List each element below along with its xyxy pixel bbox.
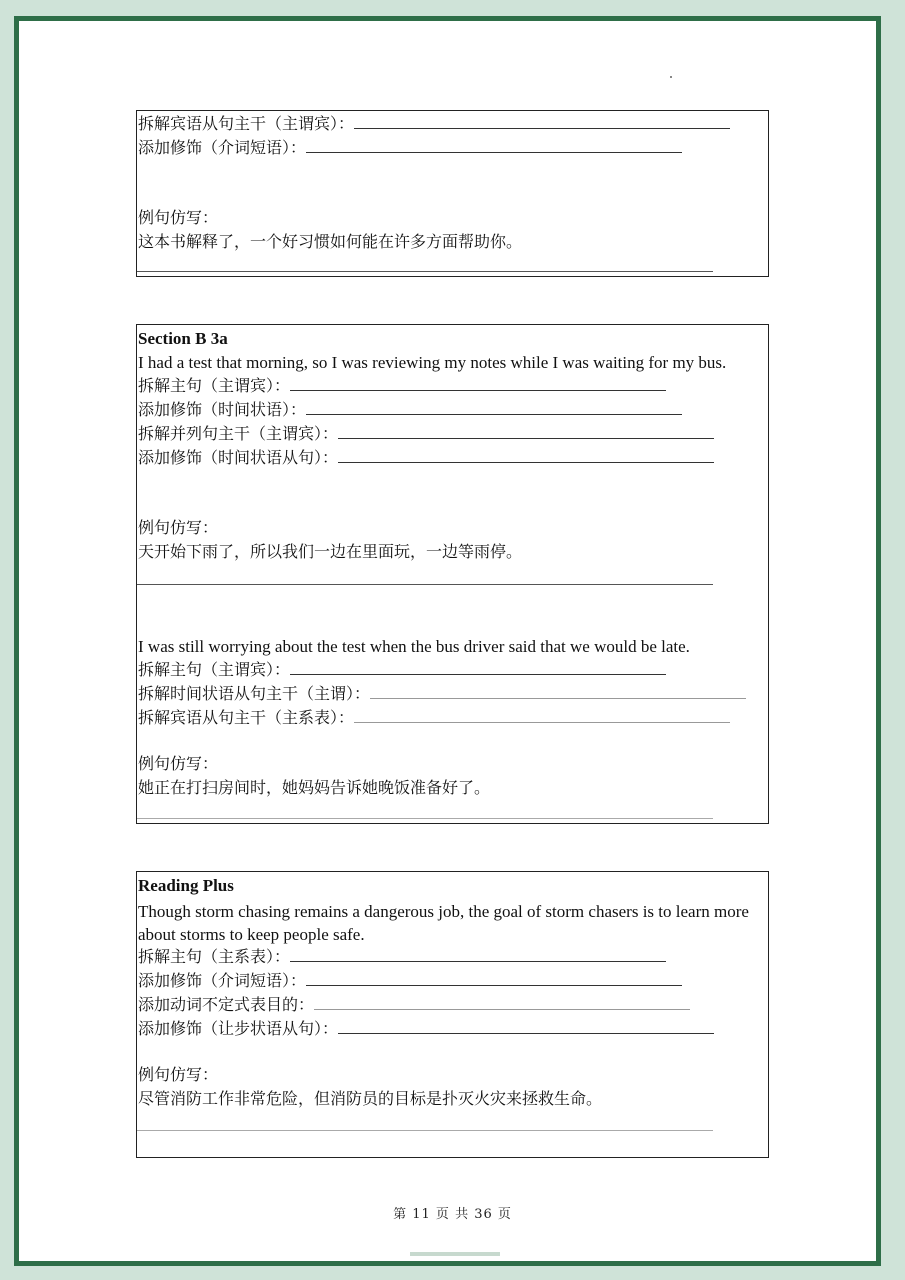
- answer-blank[interactable]: [338, 448, 714, 463]
- example-sentence: 尽管消防工作非常危险，但消防员的目标是扑灭火灾来拯救生命。: [138, 1089, 603, 1108]
- prompt-line: 添加修饰（时间状语）：: [138, 400, 682, 420]
- answer-rule[interactable]: [137, 1130, 713, 1131]
- answer-blank[interactable]: [290, 660, 666, 675]
- prompt-line: 拆解宾语从句主干（主谓宾）：: [138, 114, 730, 134]
- answer-blank[interactable]: [306, 138, 682, 153]
- section-heading: Reading Plus: [138, 876, 234, 895]
- prompt-line: 添加修饰（介词短语）：: [138, 138, 682, 158]
- answer-blank[interactable]: [290, 947, 666, 962]
- page-number: 第 11 页 共 36 页: [393, 1207, 512, 1222]
- answer-blank[interactable]: [290, 376, 666, 391]
- answer-blank[interactable]: [354, 114, 730, 129]
- example-sentence: 这本书解释了，一个好习惯如何能在许多方面帮助你。: [138, 232, 523, 251]
- exercise-box-2: [136, 324, 769, 824]
- answer-blank[interactable]: [314, 995, 690, 1010]
- speck: [670, 76, 672, 78]
- answer-blank[interactable]: [306, 971, 682, 986]
- prompt-line: 拆解主句（主系表）：: [138, 947, 666, 967]
- faint-mark: [410, 1252, 500, 1256]
- source-sentence: I was still worrying about the test when the bus driver said that we would be late.: [138, 637, 690, 656]
- prompt-line: 拆解主句（主谓宾）：: [138, 660, 666, 680]
- source-sentence: I had a test that morning, so I was reviewing my notes while I was waiting for my bus.: [138, 353, 727, 372]
- answer-blank[interactable]: [338, 424, 714, 439]
- prompt-line: 添加修饰（时间状语从句）：: [138, 448, 714, 468]
- prompt-line: 拆解并列句主干（主谓宾）：: [138, 424, 714, 444]
- example-sentence: 她正在打扫房间时，她妈妈告诉她晚饭准备好了。: [138, 778, 491, 797]
- prompt-line: 添加修饰（介词短语）：: [138, 971, 682, 991]
- section-heading: Section B 3a: [138, 329, 228, 348]
- answer-blank[interactable]: [370, 684, 746, 699]
- answer-rule[interactable]: [137, 584, 713, 585]
- answer-rule[interactable]: [137, 818, 713, 819]
- example-label: 例句仿写：: [138, 1065, 219, 1084]
- exercise-box-1: [136, 110, 769, 277]
- example-label: 例句仿写：: [138, 208, 219, 227]
- answer-rule[interactable]: [137, 271, 713, 272]
- example-label: 例句仿写：: [138, 754, 219, 773]
- prompt-line: 添加动词不定式表目的：: [138, 995, 690, 1015]
- example-label: 例句仿写：: [138, 518, 219, 537]
- prompt-line: 拆解宾语从句主干（主系表）：: [138, 708, 730, 728]
- answer-blank[interactable]: [306, 400, 682, 415]
- exercise-box-3: [136, 871, 769, 1158]
- prompt-line: 添加修饰（让步状语从句）：: [138, 1019, 714, 1039]
- example-sentence: 天开始下雨了，所以我们一边在里面玩，一边等雨停。: [138, 542, 523, 561]
- source-sentence: Though storm chasing remains a dangerous job, the goal of storm chasers is to learn more about storms to keep people safe.: [138, 902, 749, 944]
- answer-blank[interactable]: [338, 1019, 714, 1034]
- prompt-line: 拆解时间状语从句主干（主谓）：: [138, 684, 746, 704]
- answer-blank[interactable]: [354, 708, 730, 723]
- prompt-line: 拆解主句（主谓宾）：: [138, 376, 666, 396]
